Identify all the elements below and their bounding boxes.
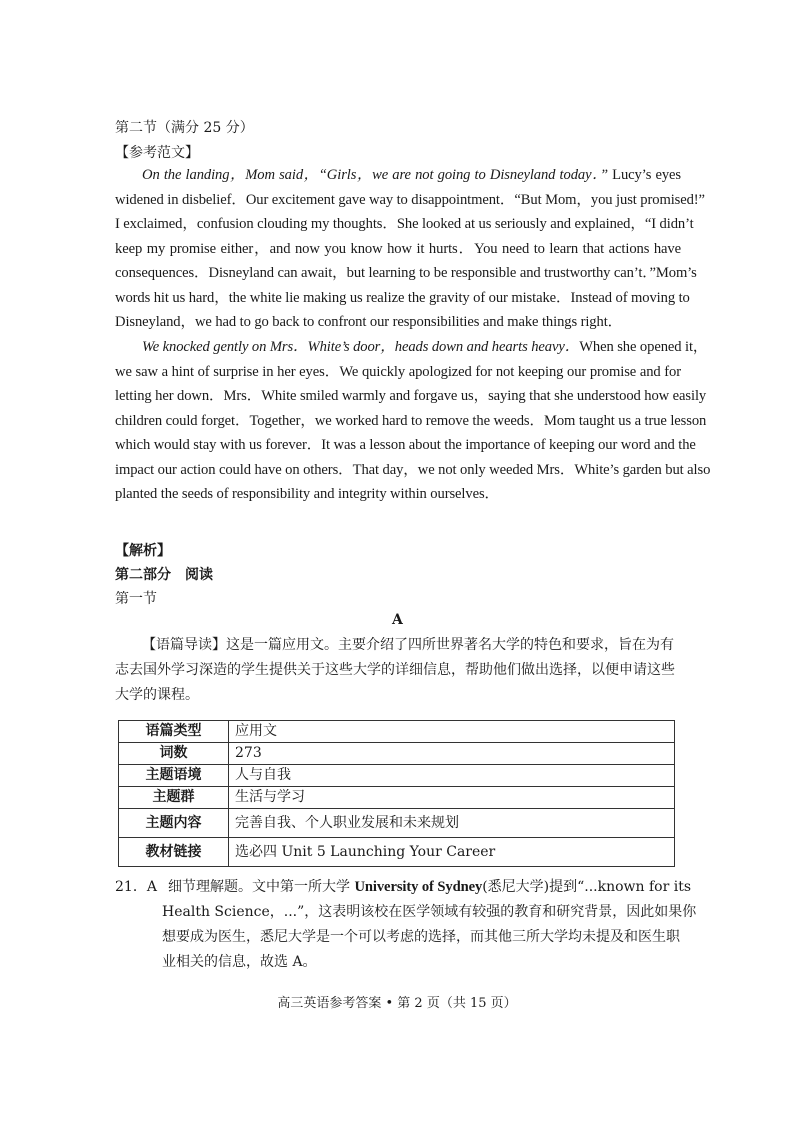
essay-line: words hit us hard，the white lie making us realize the gravity of our mistake．Instead of moving to [115, 289, 690, 306]
essay-text: Lucy’s eyes [607, 167, 681, 183]
essay-line: children could forget．Together，we worked hard to remove the weeds．Mom taught us a true lesson [115, 412, 707, 429]
explanation-text: (悉尼大学)提到“...known for its [482, 879, 692, 895]
explanation-text: 细节理解题。文中第一所大学 [168, 879, 355, 895]
table-value: 完善自我、个人职业发展和未来规划 [229, 809, 675, 838]
section1-heading: 第一节 [115, 591, 157, 607]
table-value: 人与自我 [229, 765, 675, 787]
table-value: 生活与学习 [229, 787, 675, 809]
intro-line: 志去国外学习深造的学生提供关于这些大学的详细信息，帮助他们做出选择，以便申请这些 [115, 662, 675, 678]
explanation-line: 业相关的信息，故选 A。 [162, 954, 317, 970]
passage-info-table [118, 720, 675, 867]
essay-line: Disneyland，we had to go back to confront our responsibilities and make things right． [115, 314, 623, 330]
table-row [119, 765, 675, 787]
essay-line: which would stay with us forever．It was a lesson about the importance of keeping our word and the [115, 437, 696, 453]
essay-paragraph-2 [115, 335, 711, 507]
table-row [119, 809, 675, 838]
table-row [119, 721, 675, 743]
essay-line: consequences．Disneyland can await，but learning to be responsible and trustworthy can’t．”Mom’s [115, 265, 697, 281]
table-row [119, 787, 675, 809]
reference-label: 【参考范文】 [115, 145, 199, 161]
table-row [119, 743, 675, 765]
essay-line [115, 163, 681, 188]
section-heading: 第二节（满分 25 分） [115, 120, 254, 136]
essay-text: When she opened it， [579, 339, 708, 355]
passage-letter: A [392, 612, 403, 628]
table-key: 主题群 [119, 787, 229, 809]
table-key: 教材链接 [119, 838, 229, 867]
intro-line: 大学的课程。 [115, 687, 199, 703]
essay-line: I exclaimed，confusion clouding my thoughts．She looked at us seriously and explained，“I didn’t [115, 216, 694, 232]
part2-heading: 第二部分 阅读 [115, 567, 213, 583]
table-value: 应用文 [229, 721, 675, 743]
analysis-label: 【解析】 [115, 543, 171, 559]
essay-line: letting her down．Mrs．White smiled warmly and forgave us，saying that she understood how easily [115, 388, 707, 404]
question-number: 21．A [115, 879, 157, 895]
table-row [119, 838, 675, 867]
university-name: University of Sydney [354, 879, 483, 895]
table-value: 选必四 Unit 5 Launching Your Career [229, 838, 675, 867]
table-key: 主题内容 [119, 809, 229, 838]
essay-paragraph-1 [115, 163, 705, 335]
table-key: 词数 [119, 743, 229, 765]
essay-italic-opening: On the landing，Mom said，“Girls，we are not going to Disneyland today．” [142, 167, 608, 183]
table-value: 273 [229, 743, 675, 765]
essay-line [115, 335, 708, 360]
table-key: 语篇类型 [119, 721, 229, 743]
essay-line: planted the seeds of responsibility and integrity within ourselves． [115, 486, 500, 502]
explanation-line: Health Science，...”，这表明该校在医学领域有较强的教育和研究背景，因此如果你 [162, 904, 697, 920]
essay-italic-opening: We knocked gently on Mrs．White’s door，heads down and hearts heavy． [142, 339, 580, 355]
essay-line: widened in disbelief．Our excitement gave way to disappointment．“But Mom，you just promised!” [115, 191, 705, 208]
explanation-line [168, 876, 691, 896]
table-key: 主题语境 [119, 765, 229, 787]
intro-line: 【语篇导读】这是一篇应用文。主要介绍了四所世界著名大学的特色和要求，旨在为有 [142, 637, 674, 653]
page-footer: 高三英语参考答案 • 第 2 页（共 15 页） [277, 996, 517, 1011]
explanation-line: 想要成为医生，悉尼大学是一个可以考虑的选择，而其他三所大学均未提及和医生职 [162, 929, 680, 945]
essay-line: keep my promise either，and now you know how it hurts．You need to learn that actions have [115, 240, 681, 257]
essay-line: we saw a hint of surprise in her eyes．We quickly apologized for not keeping our promise and for [115, 363, 681, 380]
essay-line: impact our action could have on others．That day，we not only weeded Mrs．White’s garden but also [115, 461, 711, 478]
